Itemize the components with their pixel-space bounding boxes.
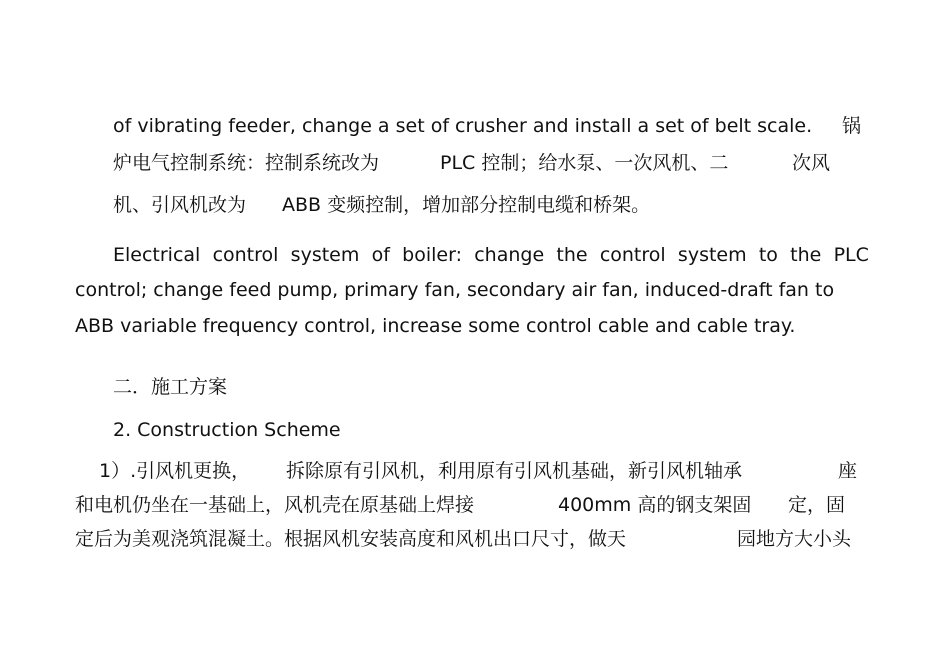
text-run: ABB variable frequency control, increase some control cable and cable tray. (75, 315, 796, 337)
paragraph-3-line-3 (75, 527, 626, 551)
paragraph-1-line-1-end (842, 114, 861, 138)
paragraph-3-line-2-end (788, 493, 845, 517)
paragraph-3-line-2 (75, 493, 474, 517)
text-run: 次风 (792, 152, 831, 174)
text-run: 定后为美观浇筑混凝土。根据风机安装高度和风机出口尺寸，做天 (75, 528, 627, 550)
paragraph-3-line-1-mid (286, 459, 742, 483)
paragraph-1-line-2-mid (440, 151, 728, 175)
text-run: ABB 变频控制，增加部分控制电缆和桥架。 (282, 194, 651, 216)
text-run: 和电机仍坐在一基础上，风机壳在原基础上焊接 (75, 494, 475, 516)
text-run: 机、引风机改为 (113, 194, 247, 216)
text-run: 400mm 高的钢支架固 (558, 494, 752, 516)
paragraph-2-line-3 (75, 314, 795, 338)
section-heading-cn (113, 375, 227, 399)
word: control (212, 244, 279, 266)
paragraph-2-line-1 (113, 243, 869, 267)
paragraph-2-line-2 (75, 278, 834, 302)
word: PLC (833, 244, 869, 266)
word: to (758, 244, 778, 266)
word: change (474, 244, 545, 266)
heading-text: 2. Construction Scheme (113, 419, 341, 441)
heading-text: 二．施工方案 (113, 376, 228, 398)
text-run: 座 (838, 460, 858, 482)
text-run: 1）.引风机更换， (99, 460, 251, 482)
section-heading-en (113, 418, 341, 442)
text-run: 炉电气控制系统：控制系统改为 (113, 152, 380, 174)
word: the (790, 244, 822, 266)
paragraph-3-line-1 (99, 459, 250, 483)
paragraph-1-line-1 (113, 114, 812, 138)
paragraph-1-line-2 (113, 151, 379, 175)
paragraph-3-line-1-end (838, 459, 857, 483)
text-run: PLC 控制；给水泵、一次风机、二 (440, 152, 729, 174)
word: control (599, 244, 666, 266)
text-run: control; change feed pump, primary fan, secondary air fan, induced-draft fan to (75, 279, 835, 301)
word: boiler: (402, 244, 462, 266)
paragraph-3-line-2-mid (558, 493, 751, 517)
text-run: 锅 (842, 115, 862, 137)
paragraph-3-line-3-end (737, 527, 851, 551)
text-run: 定，固 (788, 494, 846, 516)
word: system (290, 244, 360, 266)
text-run: of vibrating feeder, change a set of crusher and install a set of belt scale. (113, 115, 813, 137)
word: of (371, 244, 390, 266)
text-run: 拆除原有引风机，利用原有引风机基础，新引风机轴承 (286, 460, 743, 482)
word: system (677, 244, 747, 266)
text-run: 园地方大小头 (737, 528, 852, 550)
word: the (556, 244, 588, 266)
paragraph-1-line-3 (113, 193, 246, 217)
paragraph-1-line-2-end (792, 151, 830, 175)
paragraph-1-line-3-mid (282, 193, 650, 217)
word: Electrical (113, 244, 201, 266)
